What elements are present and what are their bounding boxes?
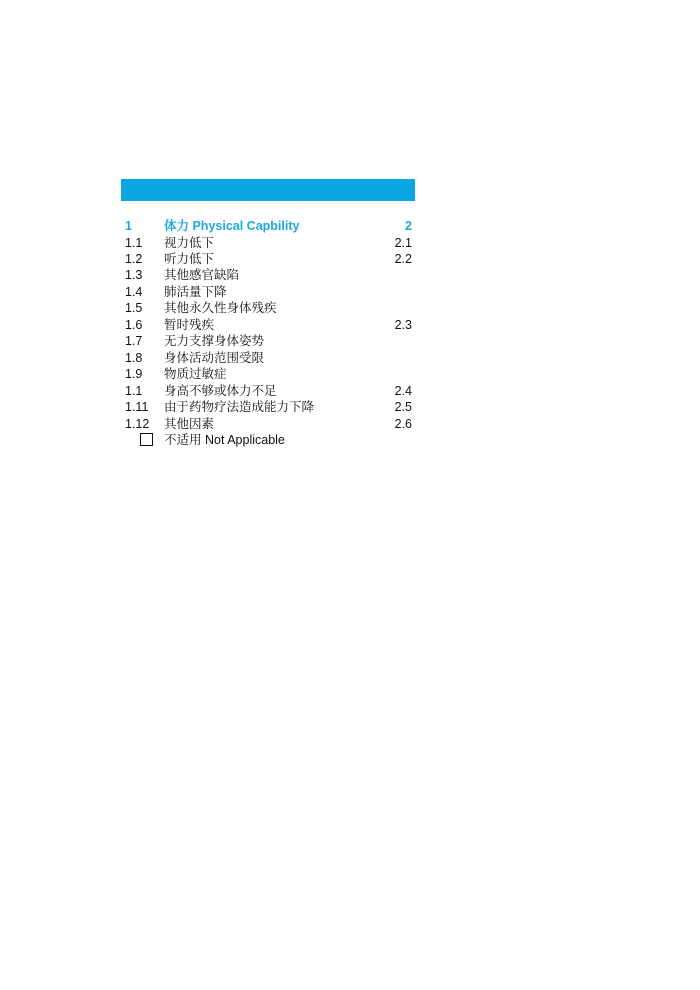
section-number: 1 <box>125 219 132 233</box>
item-label: 物质过敏症 <box>164 366 227 381</box>
item-label: 其他感官缺陷 <box>164 267 240 282</box>
section-header-bar <box>121 179 415 201</box>
item-ref: 2.2 <box>394 252 412 266</box>
list-item <box>125 300 415 316</box>
item-label: 由于药物疗法造成能力下降 <box>164 399 315 414</box>
item-number: 1.1 <box>125 384 143 398</box>
item-ref: 2.3 <box>394 318 412 332</box>
item-label: 暂时残疾 <box>164 317 215 332</box>
section-heading <box>125 218 415 234</box>
item-label: 其他永久性身体残疾 <box>164 300 277 315</box>
item-number: 1.7 <box>125 334 143 348</box>
section-ref: 2 <box>405 219 412 233</box>
list-item <box>125 416 415 432</box>
item-number: 1.4 <box>125 285 143 299</box>
item-label: 身体活动范围受限 <box>164 350 265 365</box>
item-number: 1.6 <box>125 318 143 332</box>
item-number: 1.9 <box>125 367 143 381</box>
item-ref: 2.6 <box>394 417 412 431</box>
item-label: 肺活量下降 <box>164 284 227 299</box>
item-number: 1.8 <box>125 351 143 365</box>
item-number: 1.2 <box>125 252 143 266</box>
list-item <box>125 235 415 251</box>
list-item <box>125 383 415 399</box>
list-item <box>125 366 415 382</box>
item-number: 1.1 <box>125 236 143 250</box>
not-applicable-label: 不适用 Not Applicable <box>164 433 285 447</box>
not-applicable-option[interactable] <box>140 432 420 450</box>
list-item <box>125 350 415 366</box>
list-item <box>125 317 415 333</box>
item-ref: 2.5 <box>394 400 412 414</box>
item-label: 听力低下 <box>164 251 215 266</box>
list-item <box>125 284 415 300</box>
item-label: 无力支撑身体姿势 <box>164 333 265 348</box>
list-item <box>125 251 415 267</box>
item-number: 1.12 <box>125 417 150 431</box>
not-applicable-checkbox[interactable] <box>140 433 153 446</box>
list-item <box>125 333 415 349</box>
item-label: 其他因素 <box>164 416 215 431</box>
item-label: 视力低下 <box>164 235 215 250</box>
list-item <box>125 267 415 283</box>
item-ref: 2.4 <box>394 384 412 398</box>
item-label: 身高不够或体力不足 <box>164 383 277 398</box>
section-title: 体力 Physical Capbility <box>164 219 300 233</box>
item-number: 1.5 <box>125 301 143 315</box>
item-number: 1.3 <box>125 268 143 282</box>
item-number: 1.11 <box>125 400 149 414</box>
item-ref: 2.1 <box>394 236 412 250</box>
list-item <box>125 399 415 415</box>
